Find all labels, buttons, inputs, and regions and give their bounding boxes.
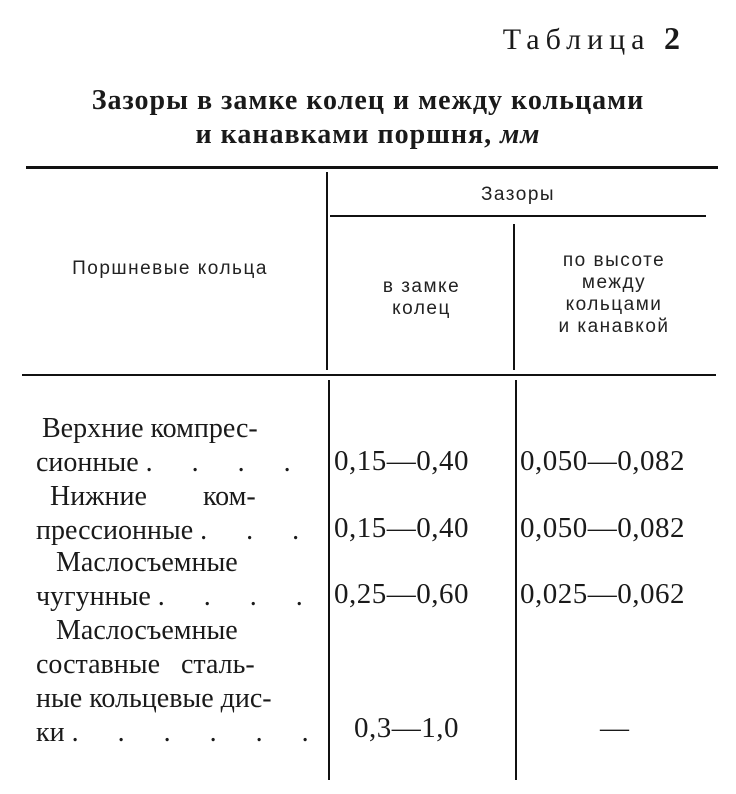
table-label-word: Таблица <box>502 23 651 56</box>
row-4-dots: . . . . . . <box>71 717 325 748</box>
header-gaps-group: Зазоры <box>480 184 556 205</box>
row-3-lock-gap: 0,25—0,60 <box>334 578 469 610</box>
row-4-name-line3: ные кольцевые дис- <box>36 683 272 714</box>
row-4-name-line1: Маслосъемные <box>56 615 238 646</box>
row-2-name-line1: Нижние ком- <box>50 481 256 512</box>
header-height-gap-line2: между <box>581 272 647 293</box>
row-4-name-line2: составные сталь- <box>36 649 255 680</box>
header-height-gap-line3: кольцами <box>565 294 663 315</box>
header-piston-rings: Поршневые кольца <box>72 258 268 279</box>
table-label-number: 2 <box>664 20 680 56</box>
row-1-lock-gap: 0,15—0,40 <box>334 445 469 477</box>
row-3-name-text: чугунные <box>36 581 151 612</box>
table-caption-line2 <box>0 118 736 152</box>
row-3-name-line2 <box>36 580 319 614</box>
row-4-lock-gap: 0,3—1,0 <box>354 712 459 744</box>
header-lock-gap-line2: колец <box>392 298 451 319</box>
header-height-gap-line4: и канавкой <box>558 316 670 337</box>
group-rule <box>330 215 706 217</box>
header-height-gap-line1: по высоте <box>562 250 666 271</box>
row-4-name-text: ки <box>36 717 65 748</box>
row-2-lock-gap: 0,15—0,40 <box>334 512 469 544</box>
table-caption-line1: Зазоры в замке колец и между кольцами <box>91 85 645 116</box>
row-1-height-gap: 0,050—0,082 <box>520 445 685 477</box>
row-1-name-line2 <box>36 446 307 480</box>
header-vertical-rule-1 <box>326 172 328 370</box>
row-1-name-line1: Верхние компрес- <box>42 413 258 444</box>
row-3-height-gap: 0,025—0,062 <box>520 578 685 610</box>
row-2-name-line2 <box>36 514 315 548</box>
row-2-name-text: прессионные <box>36 515 194 546</box>
row-4-height-gap: — <box>600 712 630 744</box>
header-height-gap <box>515 250 713 338</box>
row-2-height-gap: 0,050—0,082 <box>520 512 685 544</box>
row-1-name-text: сионные <box>36 447 139 478</box>
table-number-label <box>503 20 680 57</box>
body-vertical-rule-1 <box>328 380 330 780</box>
header-bottom-rule <box>22 374 716 376</box>
header-lock-gap-line1: в замке <box>382 276 461 297</box>
top-rule <box>26 166 718 169</box>
row-4-name-line4 <box>36 716 325 750</box>
caption-unit: мм <box>500 119 541 150</box>
row-1-dots: . . . . <box>145 447 307 478</box>
caption-text: и канавками поршня, <box>195 119 501 150</box>
row-2-dots: . . . <box>200 515 316 546</box>
header-lock-gap <box>330 276 513 320</box>
body-vertical-rule-2 <box>515 380 517 780</box>
row-3-dots: . . . . <box>157 581 319 612</box>
row-3-name-line1: Маслосъемные <box>56 547 238 578</box>
